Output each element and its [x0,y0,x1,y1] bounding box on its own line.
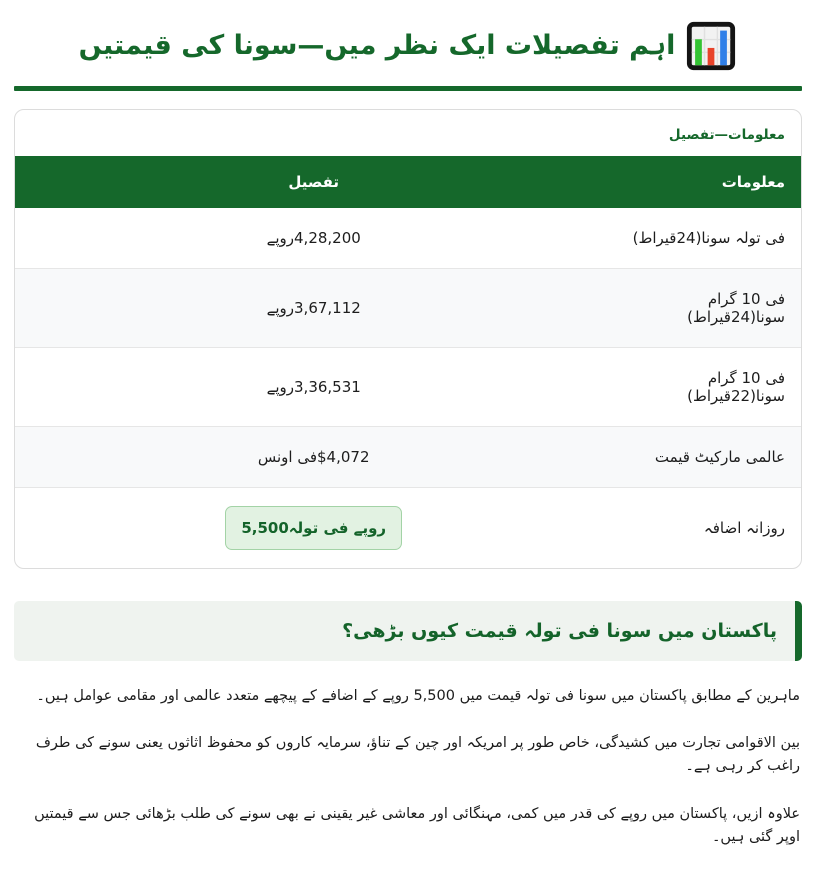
row-value [15,488,612,569]
row-value: 3,36,531روپے [15,348,612,427]
gold-price-card [14,109,802,569]
table-row-daily-increase [15,488,801,569]
title-divider [14,86,802,91]
bar-chart-icon [685,20,737,72]
row-label: فی تولہ سونا(24قیراط) [632,229,785,247]
row-value: 3,67,112روپے [15,269,612,348]
table-row-10g-24k [15,269,801,348]
table-row-world-market [15,427,801,488]
page-header [0,20,816,91]
row-label: فی 10 گرام سونا(22قیراط) [612,348,801,427]
column-header-info: معلومات [612,156,801,208]
why-section [14,601,802,869]
row-label: روزانہ اضافہ [612,488,801,569]
row-value: 4,28,200روپے [266,229,361,247]
table-caption: معلومات—تفصیل [668,127,785,143]
why-paragraph-1: ماہرین کے مطابق پاکستان میں سونا فی تولہ قیمت میں 5,500 روپے کے اضافے کے پیچھے متعدد عالمی اور مقامی عوامل ہیں۔ [36,688,800,704]
column-header-detail: تفصیل [15,156,612,208]
page-title-text: اہم تفصیلات ایک نظر میں—سونا کی قیمتیں [78,30,676,62]
table-row-10g-22k [15,348,801,427]
row-value: $4,072فی اونس [15,427,612,488]
table-header-row [15,156,801,208]
why-paragraph-2: بین الاقوامی تجارت میں کشیدگی، خاص طور پر امریکہ اور چین کے تناؤ، سرمایہ کاروں کو محفوظ اثاثوں یعنی سونے کی طرف راغب کر رہی ہے۔ [35,735,800,775]
table-row-tola-24k [15,208,801,269]
daily-increase-badge: 5,500روپے فی تولہ [225,506,402,550]
row-label: فی 10 گرام سونا(24قیراط) [612,269,801,348]
section-heading: پاکستان میں سونا فی تولہ قیمت کیوں بڑھی؟ [14,601,802,661]
row-label: عالمی مارکیٹ قیمت [612,427,801,488]
gold-price-table [15,156,801,568]
why-paragraph-3: علاوہ ازیں، پاکستان میں روپے کی قدر میں کمی، مہنگائی اور معاشی غیر یقینی نے بھی سونے کی طلب بڑھائی جس سے قیمتیں اوپر گئی ہیں۔ [34,805,800,845]
page-title [14,20,802,72]
